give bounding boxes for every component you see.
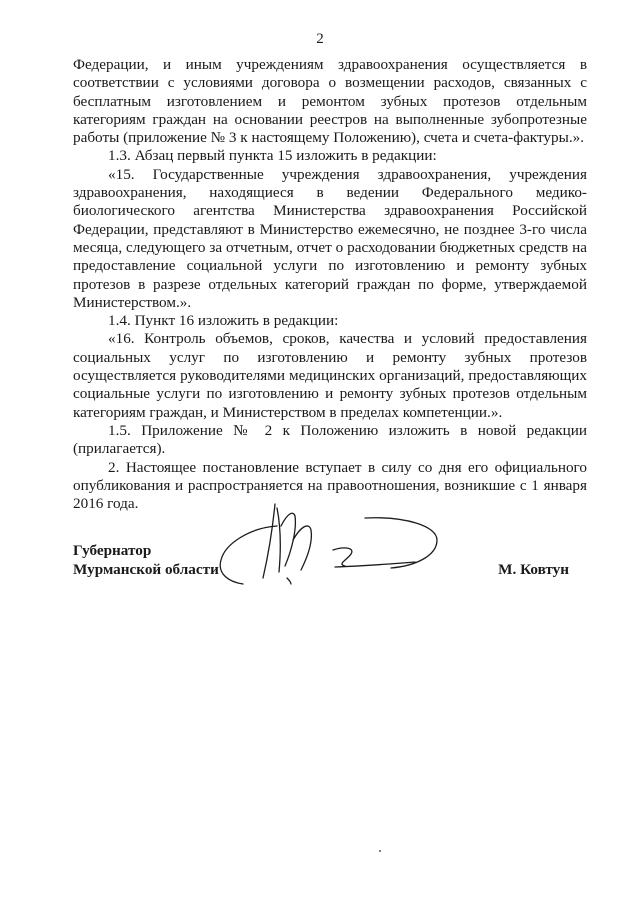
paragraph-1-4: 1.4. Пункт 16 изложить в редакции: [108,312,339,330]
page-number: 2 [316,31,324,47]
signatory-title [73,541,219,579]
paragraph-clause-15: «15. Государственные учреждения здравоохранения, учреждения здравоохранения, находящиеся в ведении Федерального медико-биологического агентства Министерства здравоохранения Российской Федерации, представляют в Министерство ежемесячно, не позднее 3-го числа месяца, следующего за отчетным, отчет о расходовании бюджетных средств на предоставление социальной услуги по изготовлению и ремонту зубных протезов в разрезе отдельных категорий граждан по форме, утверждаемой Министерством.». [73,165,587,311]
signatory-title-line2: Мурманской области [73,561,219,578]
signatory-title-line1: Губернатор [73,542,152,559]
handwritten-signature-icon [215,500,445,590]
paragraph-continuation: Федерации, и иным учреждениям здравоохранения осуществляется в соответствии с условиями договора о возмещении расходов, связанных с бесплатным изготовлением и ремонтом зубных протезов отдельным категориям граждан на основании реестров на выполненные зубопротезные работы (приложение № 3 к настоящему Положению), счета и счета-фактуры.». [73,56,587,147]
paragraph-clause-16: «16. Контроль объемов, сроков, качества и условий предоставления социальных услуг по изготовлению и ремонту зубных протезов осуществляется руководителями медицинских организаций, предоставляющих социальные услуги по изготовлению и ремонту зубных протезов отдельным категориям граждан, и Министерством в пределах компетенции.». [73,330,587,421]
paragraph-1-5: 1.5. Приложение № 2 к Положению изложить в новой редакции (прилагается). [73,421,587,458]
document-body [73,56,587,513]
paragraph-1-3: 1.3. Абзац первый пункта 15 изложить в редакции: [108,147,437,165]
signer-name: М. Ковтун [498,561,569,578]
scan-speck [379,850,381,852]
paragraph-2: 2. Настоящее постановление вступает в силу со дня его официального опубликования и распространяется на правоотношения, возникшие с 1 января 2016 года. [73,458,587,513]
